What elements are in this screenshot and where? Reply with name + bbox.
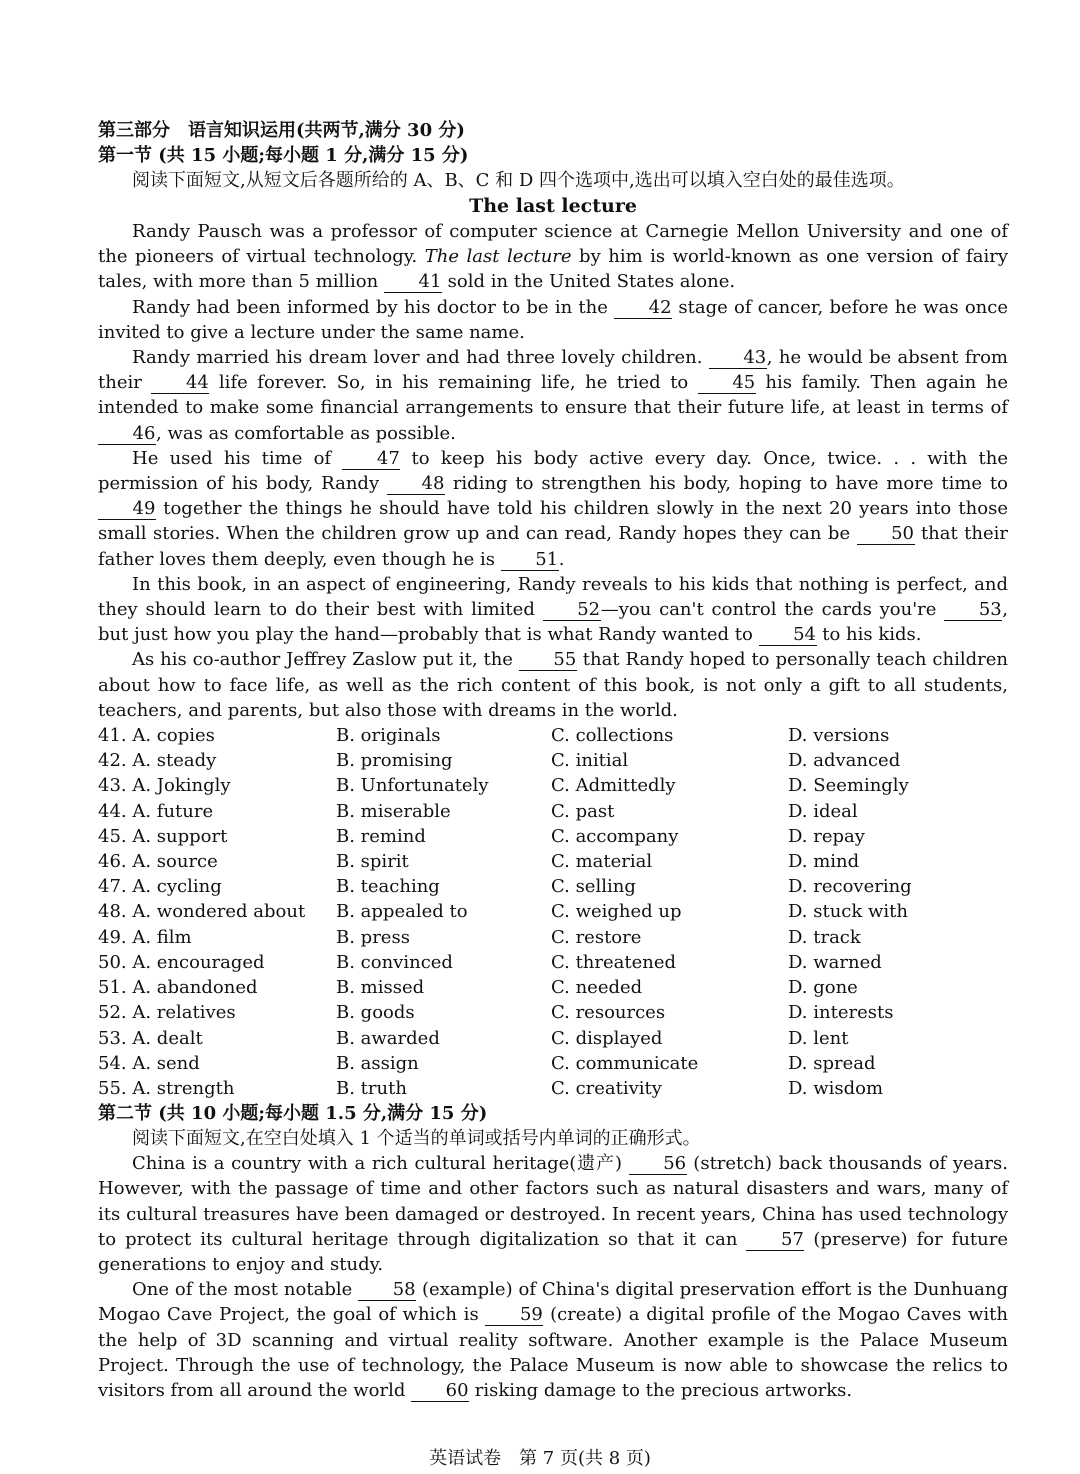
options-row-48 — [98, 899, 1008, 924]
option-53-c: C. displayed — [551, 1027, 663, 1049]
option-49-d: D. track — [788, 926, 861, 948]
options-row-55 — [98, 1076, 1008, 1101]
passage1-paragraph-4: He used his time of 47 to keep his body active every day. Once, twice. . . with the permission of his body, Randy 48 riding to strengthen his body, hoping to have more time to 49 together the things he should have told his children slowly in the next 20 years into those small stories. When the children grow up and can read, Randy hopes they can be 50 that their father loves them deeply, even though he is 51. — [98, 447, 1009, 570]
option-49-c: C. restore — [551, 926, 642, 948]
options-row-54 — [98, 1051, 1008, 1076]
options-row-45 — [98, 824, 1008, 849]
option-44-d: D. ideal — [788, 800, 858, 822]
option-48-b: B. appealed to — [336, 901, 468, 923]
blank-53: 53 — [944, 600, 1002, 621]
passage2 — [98, 1151, 1008, 1403]
passage1 — [98, 219, 1008, 723]
option-47-a: 47. A. cycling — [98, 876, 222, 898]
option-45-b: B. remind — [336, 825, 426, 847]
option-52-c: C. resources — [551, 1002, 666, 1024]
option-41-c: C. collections — [551, 725, 674, 747]
section2-instruction: 阅读下面短文,在空白处填入 1 个适当的单词或括号内单词的正确形式。 — [132, 1128, 701, 1150]
option-47-d: D. recovering — [788, 876, 912, 898]
option-41-d: D. versions — [788, 725, 890, 747]
option-41-a: 41. A. copies — [98, 725, 215, 747]
option-51-d: D. gone — [788, 977, 858, 999]
blank-52: 52 — [543, 600, 601, 621]
blank-49: 49 — [98, 499, 156, 520]
option-45-c: C. accompany — [551, 825, 679, 847]
option-50-d: D. warned — [788, 951, 882, 973]
blank-42: 42 — [614, 298, 672, 319]
option-46-b: B. spirit — [336, 851, 409, 873]
option-43-b: B. Unfortunately — [336, 775, 489, 797]
blank-45: 45 — [698, 373, 756, 394]
option-54-b: B. assign — [336, 1052, 419, 1074]
option-52-a: 52. A. relatives — [98, 1002, 236, 1024]
option-44-c: C. past — [551, 800, 615, 822]
section1-heading: 第一节 (共 15 小题;每小题 1 分,满分 15 分) — [98, 145, 469, 166]
blank-58: 58 — [358, 1280, 416, 1301]
option-48-d: D. stuck with — [788, 901, 908, 923]
option-52-d: D. interests — [788, 1002, 894, 1024]
option-41-b: B. originals — [336, 725, 441, 747]
option-45-d: D. repay — [788, 825, 865, 847]
blank-56: 56 — [629, 1154, 687, 1175]
option-42-b: B. promising — [336, 750, 453, 772]
section2-heading: 第二节 (共 10 小题;每小题 1.5 分,满分 15 分) — [98, 1103, 488, 1125]
option-50-a: 50. A. encouraged — [98, 951, 265, 973]
option-54-a: 54. A. send — [98, 1052, 200, 1074]
option-51-b: B. missed — [336, 977, 425, 999]
part3-heading: 第三部分 语言知识运用(共两节,满分 30 分) — [98, 120, 465, 141]
option-51-c: C. needed — [551, 977, 643, 999]
option-51-a: 51. A. abandoned — [98, 977, 258, 999]
blank-48: 48 — [387, 474, 445, 495]
options-row-44 — [98, 799, 1008, 824]
blank-47: 47 — [342, 449, 400, 470]
option-46-c: C. material — [551, 851, 653, 873]
passage1-paragraph-5: In this book, in an aspect of engineering, Randy reveals to his kids that nothing is perfect, and they should learn to do their best with limited 52—you can't control the cards you're 53, but just how you play the hand—probably that is what Randy wanted to 54 to his kids. — [98, 573, 1009, 646]
options-table — [98, 723, 1008, 1101]
passage1-paragraph-6: As his co-author Jeffrey Zaslow put it, the 55 that Randy hoped to personally teach children about how to face life, as well as the rich content of this book, is not only a gift to all students, teachers, and parents, but also those with dreams in the world. — [98, 649, 1008, 721]
option-47-b: B. teaching — [336, 876, 440, 898]
book-title: The last lecture — [424, 246, 572, 268]
blank-50: 50 — [857, 524, 915, 545]
option-55-a: 55. A. strength — [98, 1077, 235, 1099]
option-47-c: C. selling — [551, 876, 636, 898]
option-50-b: B. convinced — [336, 951, 453, 973]
option-46-a: 46. A. source — [98, 851, 218, 873]
option-48-c: C. weighed up — [551, 901, 682, 923]
options-row-41 — [98, 723, 1008, 748]
passage1-paragraph-1: Randy Pausch was a professor of computer science at Carnegie Mellon University and one of the pioneers of virtual technology. The last lecture by him is world-known as one version of fairy tales, with more than 5 million 41 sold in the United States alone. — [98, 221, 1008, 293]
blank-57: 57 — [746, 1230, 804, 1251]
passage1-paragraph-2: Randy had been informed by his doctor to be in the 42 stage of cancer, before he was once invited to give a lecture under the same name. — [98, 296, 1008, 343]
blank-60: 60 — [411, 1381, 469, 1402]
option-48-a: 48. A. wondered about — [98, 901, 306, 923]
option-53-d: D. lent — [788, 1027, 849, 1049]
section1-instruction: 阅读下面短文,从短文后各题所给的 A、B、C 和 D 四个选项中,选出可以填入空白处的最佳选项。 — [132, 170, 905, 191]
page-footer: 英语试卷 第 7 页(共 8 页) — [429, 1448, 651, 1469]
options-row-50 — [98, 950, 1008, 975]
option-43-a: 43. A. Jokingly — [98, 775, 231, 797]
option-43-d: D. Seemingly — [788, 775, 909, 797]
blank-59: 59 — [485, 1305, 543, 1326]
option-44-a: 44. A. future — [98, 800, 214, 822]
options-row-43 — [98, 773, 1008, 798]
option-42-a: 42. A. steady — [98, 750, 217, 772]
option-55-c: C. creativity — [551, 1077, 662, 1099]
option-54-d: D. spread — [788, 1052, 876, 1074]
passage-title: The last lecture — [469, 195, 637, 217]
passage2-paragraph-2: One of the most notable 58 (example) of China's digital preservation effort is the Dunhuang Mogao Cave Project, the goal of which is 59 (create) a digital profile of the Mogao Caves with the help of 3D scanning and virtual reality software. Another example is the Palace Museum Project. Through the use of technology, the Palace Museum is now able to showcase the relics to visitors from all around the world 60 risking damage to the precious artworks. — [98, 1279, 1008, 1401]
blank-46: 46 — [98, 424, 156, 445]
option-45-a: 45. A. support — [98, 825, 228, 847]
option-50-c: C. threatened — [551, 951, 677, 973]
option-55-d: D. wisdom — [788, 1077, 884, 1099]
blank-55: 55 — [519, 650, 577, 671]
options-row-46 — [98, 849, 1008, 874]
option-53-a: 53. A. dealt — [98, 1027, 203, 1049]
options-row-52 — [98, 1000, 1008, 1025]
passage1-paragraph-3: Randy married his dream lover and had three lovely children. 43, he would be absent from their 44 life forever. So, in his remaining life, he tried to 45 his family. Then again he intended to make some financial arrangements to ensure that their future life, at least in terms of 46, was as comfortable as possible. — [98, 347, 1008, 444]
options-row-51 — [98, 975, 1008, 1000]
option-53-b: B. awarded — [336, 1027, 440, 1049]
options-row-42 — [98, 748, 1008, 773]
passage2-paragraph-1: China is a country with a rich cultural heritage(遗产) 56 (stretch) back thousands of years. However, with the passage of time and other factors such as natural disasters and wars, many of its cultural treasures have been damaged or destroyed. In recent years, China has used technology to protect its cultural heritage through digitalization so that it can 57 (preserve) for future generations to enjoy and study. — [98, 1153, 1009, 1275]
option-43-c: C. Admittedly — [551, 775, 676, 797]
blank-44: 44 — [151, 373, 209, 394]
option-46-d: D. mind — [788, 851, 860, 873]
option-55-b: B. truth — [336, 1077, 407, 1099]
blank-51: 51 — [501, 550, 559, 571]
option-49-a: 49. A. film — [98, 926, 192, 948]
option-52-b: B. goods — [336, 1002, 415, 1024]
option-42-c: C. initial — [551, 750, 629, 772]
option-49-b: B. press — [336, 926, 410, 948]
options-row-47 — [98, 874, 1008, 899]
blank-43: 43 — [709, 348, 767, 369]
option-44-b: B. miserable — [336, 800, 451, 822]
blank-41: 41 — [384, 272, 442, 293]
options-row-49 — [98, 925, 1008, 950]
blank-54: 54 — [759, 625, 817, 646]
option-54-c: C. communicate — [551, 1052, 699, 1074]
options-row-53 — [98, 1026, 1008, 1051]
option-42-d: D. advanced — [788, 750, 901, 772]
